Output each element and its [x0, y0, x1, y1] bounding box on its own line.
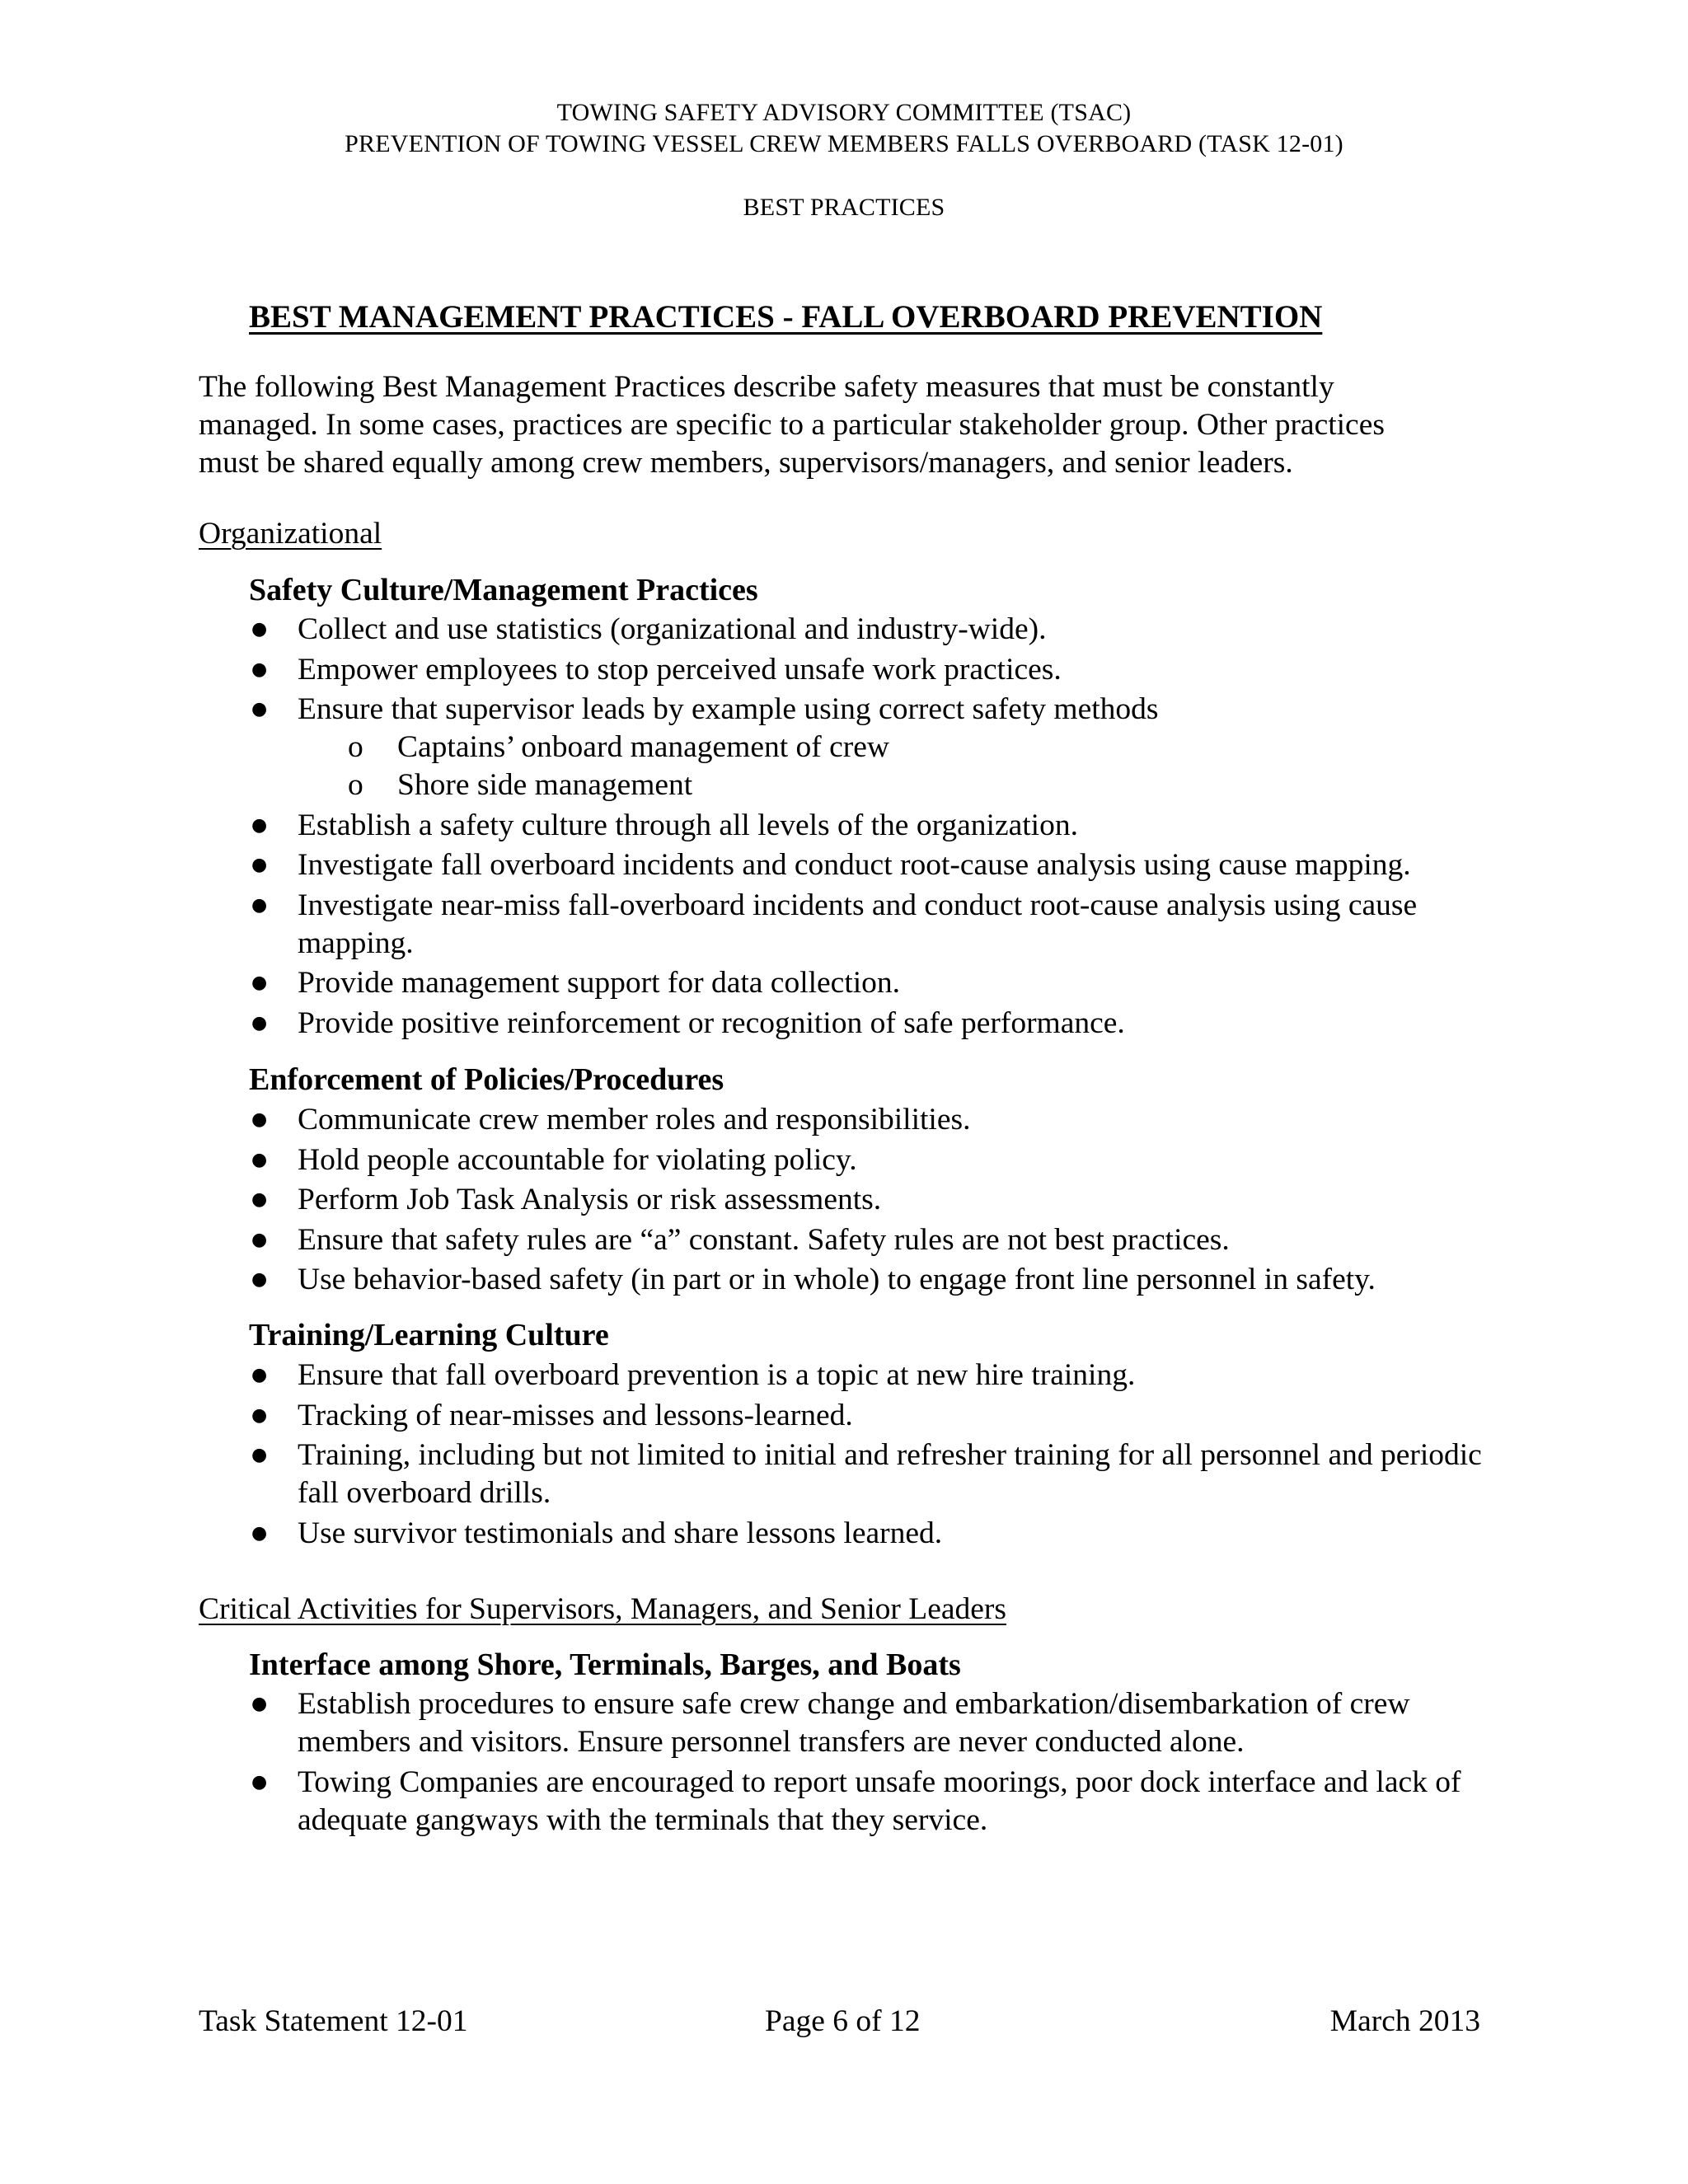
bullet-icon: ● — [251, 814, 268, 836]
bullet-icon: ● — [251, 1445, 268, 1465]
list-item: ● Empower employees to stop perceived unsafe work practices. — [249, 651, 1518, 689]
section-heading-organizational: Organizational — [199, 517, 382, 551]
section-heading-critical-activities: Critical Activities for Supervisors, Managers, and Senior Leaders — [199, 1592, 1006, 1626]
list-item: ● Communicate crew member roles and responsibilities. — [249, 1101, 1518, 1139]
intro-line: The following Best Management Practices describe safety measures that must be constantly — [199, 370, 1334, 404]
bullet-icon: ● — [251, 1522, 268, 1544]
sub-list-item: o Captains’ onboard management of crew — [249, 729, 1518, 766]
intro-line: managed. In some cases, practices are specific to a particular stakeholder group. Other practices — [199, 408, 1385, 442]
header-committee: TOWING SAFETY ADVISORY COMMITTEE (TSAC) — [556, 99, 1132, 126]
enforcement-list — [249, 1101, 1518, 1301]
list-item: ● Use behavior-based safety (in part or in whole) to engage front line personnel in safety. — [249, 1261, 1518, 1299]
intro-paragraph — [199, 368, 1501, 482]
bullet-icon: ● — [251, 894, 268, 916]
bullet-icon: ● — [251, 1365, 268, 1385]
list-item: ● Provide positive reinforcement or recognition of safe performance. — [249, 1005, 1518, 1043]
hollow-bullet-icon: o — [348, 730, 363, 764]
bullet-icon: ● — [251, 1109, 268, 1130]
subheading-enforcement: Enforcement of Policies/Procedures — [249, 1062, 724, 1097]
bullet-icon: ● — [251, 1404, 268, 1426]
subheading-training: Training/Learning Culture — [249, 1318, 609, 1352]
interface-list — [249, 1685, 1518, 1841]
document-title: BEST MANAGEMENT PRACTICES - FALL OVERBOARD PREVENTION — [249, 299, 1323, 335]
footer-page-number: Page 6 of 12 — [765, 2004, 921, 2038]
list-item: ● Ensure that safety rules are “a” constant. Safety rules are not best practices. — [249, 1221, 1518, 1259]
intro-line: must be shared equally among crew members, supervisors/managers, and senior leaders. — [199, 446, 1293, 480]
header-best-practices: BEST PRACTICES — [743, 194, 945, 221]
subheading-interface: Interface among Shore, Terminals, Barges, and Boats — [249, 1647, 961, 1682]
subheading-safety-culture: Safety Culture/Management Practices — [249, 573, 758, 607]
bullet-icon: ● — [251, 1012, 268, 1033]
list-item: ● Tracking of near-misses and lessons-learned. — [249, 1397, 1518, 1435]
bullet-icon: ● — [251, 972, 268, 993]
list-item: ● Investigate fall overboard incidents and conduct root-cause analysis using cause mapping. — [249, 846, 1518, 884]
bullet-icon: ● — [251, 1694, 268, 1714]
list-item: ● Use survivor testimonials and share lessons learned. — [249, 1515, 1518, 1553]
list-item: ● Hold people accountable for violating policy. — [249, 1141, 1518, 1179]
list-item: ● Provide management support for data collection. — [249, 964, 1518, 1002]
list-item: ● Perform Job Task Analysis or risk assessments. — [249, 1181, 1518, 1219]
list-item: ● Collect and use statistics (organizational and industry-wide). — [249, 611, 1518, 649]
list-item: ● Ensure that supervisor leads by example using correct safety methods — [249, 691, 1518, 729]
bullet-icon: ● — [251, 1149, 268, 1170]
bullet-icon: ● — [251, 658, 268, 680]
bullet-icon: ● — [251, 619, 268, 640]
list-item: ● Investigate near-miss fall-overboard incidents and conduct root-cause analysis using cause mapping. — [251, 888, 1418, 960]
bullet-icon: ● — [251, 1269, 268, 1290]
bullet-icon: ● — [251, 1771, 268, 1793]
list-item: ● Establish procedures to ensure safe crew change and embarkation/disembarkation of crew members and visitors. Ensure personnel transfers are never conducted alone. — [251, 1687, 1410, 1759]
bullet-icon: ● — [251, 1189, 268, 1210]
list-item: ● Ensure that fall overboard prevention is a topic at new hire training. — [249, 1357, 1518, 1394]
header-task: PREVENTION OF TOWING VESSEL CREW MEMBERS FALLS OVERBOARD (TASK 12-01) — [345, 130, 1343, 157]
bullet-icon: ● — [251, 855, 268, 875]
list-item: ● Training, including but not limited to initial and refresher training for all personnel and periodic fall overboard drills. — [251, 1438, 1482, 1510]
footer-task-statement: Task Statement 12-01 — [199, 2004, 468, 2038]
sub-list-item: o Shore side management — [249, 766, 1518, 804]
safety-culture-list — [249, 611, 1518, 1044]
bullet-icon: ● — [251, 1229, 268, 1250]
footer-date: March 2013 — [1329, 2004, 1480, 2038]
bullet-icon: ● — [251, 699, 268, 719]
list-item: ● Towing Companies are encouraged to report unsafe moorings, poor dock interface and lack of adequate gangways with the terminals that they service. — [251, 1765, 1461, 1837]
training-list — [249, 1357, 1518, 1554]
hollow-bullet-icon: o — [348, 768, 363, 802]
list-item: ● Establish a safety culture through all levels of the organization. — [249, 807, 1518, 845]
